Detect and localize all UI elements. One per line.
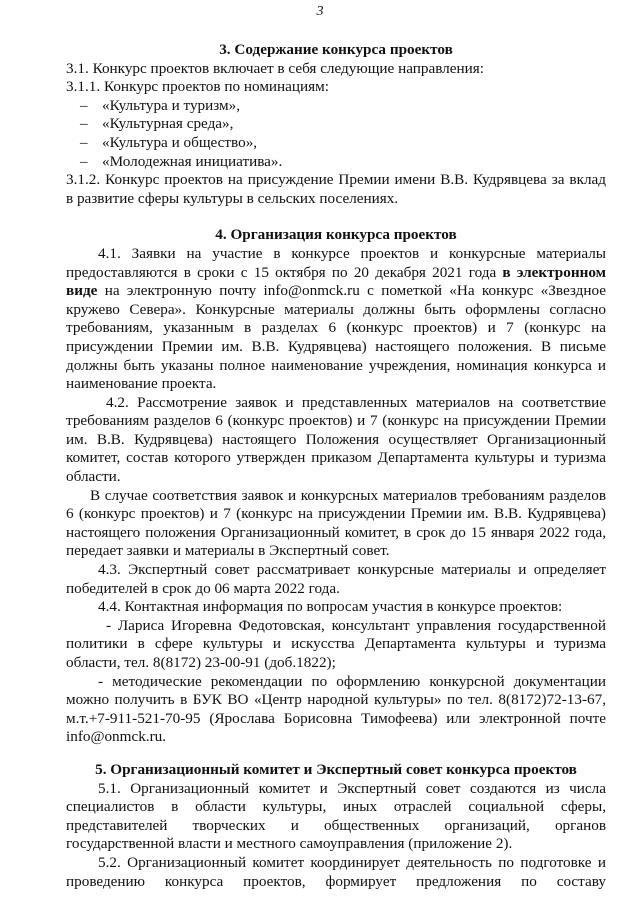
nomination-text: «Молодежная инициатива».	[102, 152, 283, 170]
paragraph-3-1-1: 3.1.1. Конкурс проектов по номинациям:	[66, 78, 329, 96]
paragraph-4-4: 4.4. Контактная информация по вопросам участия в конкурсе проектов:	[98, 598, 563, 616]
paragraph-4-1	[66, 245, 606, 394]
paragraph-3-1-2-line2: в развитие сферы культуры в сельских поселениях.	[66, 189, 399, 207]
paragraph-3-1: 3.1. Конкурс проектов включает в себя следующие направления:	[66, 59, 484, 77]
document-body	[66, 41, 606, 891]
dash-marker: –	[80, 96, 88, 114]
nomination-text: «Культура и общество»,	[102, 133, 258, 151]
paragraph-4-1-start: 4.1. Заявки на участие в конкурсе проектов и конкурсные материалы предоставляются в сроки с 15 октября по 20 декабря 2021 года	[66, 244, 606, 281]
list-item	[66, 115, 606, 134]
section-4-heading: 4. Организация конкурса проектов	[215, 226, 457, 244]
paragraph-4-1-end: на электронную почту info@onmck.ru с пометкой «На конкурс «Звездное кружево Севера». Конкурсные материалы должны быть оформлены согласно требованиям, указанным в разделах 6 (конкурс проектов) и 7 (конкурс на присуждении Премии им. В.В. Кудрявцева) настоящего положения. В письме должны быть указаны полное наименование учреждения, номинация конкурса и наименование проекта.	[66, 282, 606, 393]
dash-marker: –	[80, 133, 88, 151]
paragraph-4-3: 4.3. Экспертный совет рассматривает конкурсные материалы и определяет победителей в срок до 06 марта 2022 года.	[66, 561, 606, 597]
paragraph-4-4-methods: - методические рекомендации по оформлению конкурсной документации можно получить в БУК ВО «Центр народной культуры» по тел. 8(8172)72-13-67, м.т.+7-911-521-70-95 (Ярослава Борисовна Тимофеева) или электронной почте info@onmck.ru.	[66, 672, 606, 746]
paragraph-4-1-bold: в электронном виде	[66, 263, 606, 300]
list-item	[66, 134, 606, 153]
paragraph-5-1: 5.1. Организационный комитет и Экспертный совет создаются из числа специалистов в области культуры, иных отраслей социальной сферы, представителей творческих и общественных организаций, органов государственной власти и местного самоуправления (приложение 2).	[66, 779, 606, 853]
section-3-heading: 3. Содержание конкурса проектов	[219, 41, 453, 58]
paragraph-4-2: 4.2. Рассмотрение заявок и представленных материалов на соответствие требованиям разделов 6 (конкурс проектов) и 7 (конкурс на присуждении Премии им. В.В. Кудрявцева) настоящего Положения осуществляет Организационный комитет, состав которого утвержден приказом Департамента культуры и туризма области.	[66, 393, 606, 486]
nomination-text: «Культурная среда»,	[102, 115, 234, 133]
list-item	[66, 97, 606, 116]
dash-marker: –	[80, 152, 88, 170]
nomination-text: «Культура и туризм»,	[102, 96, 241, 114]
nomination-list	[66, 97, 606, 171]
paragraph-4-4-contact: - Лариса Игоревна Федотовская, консультант управления государственной политики в сфере культуры и искусства Департамента культуры и туризма области, тел. 8(8172) 23-00-91 (доб.1822);	[66, 616, 606, 671]
dash-marker: –	[80, 115, 88, 133]
list-item	[66, 153, 606, 172]
paragraph-4-2-continued: В случае соответствия заявок и конкурсных материалов требованиям разделов 6 (конкурс проектов) и 7 (конкурс на присуждении Премии им. В.В. Кудрявцева) настоящего положения Организационный комитет, в срок до 15 января 2022 года, передает заявки и материалы в Экспертный совет.	[66, 486, 606, 560]
paragraph-3-1-2-line1: 3.1.2. Конкурс проектов на присуждение Премии имени В.В. Кудрявцева за вклад	[66, 171, 606, 189]
page-number: 3	[316, 4, 324, 19]
paragraph-5-2: 5.2. Организационный комитет координирует деятельность по подготовке и проведению конкурса проектов, формирует предложения по составу	[66, 853, 606, 890]
section-5-heading: 5. Организационный комитет и Экспертный совет конкурса проектов	[95, 760, 577, 778]
